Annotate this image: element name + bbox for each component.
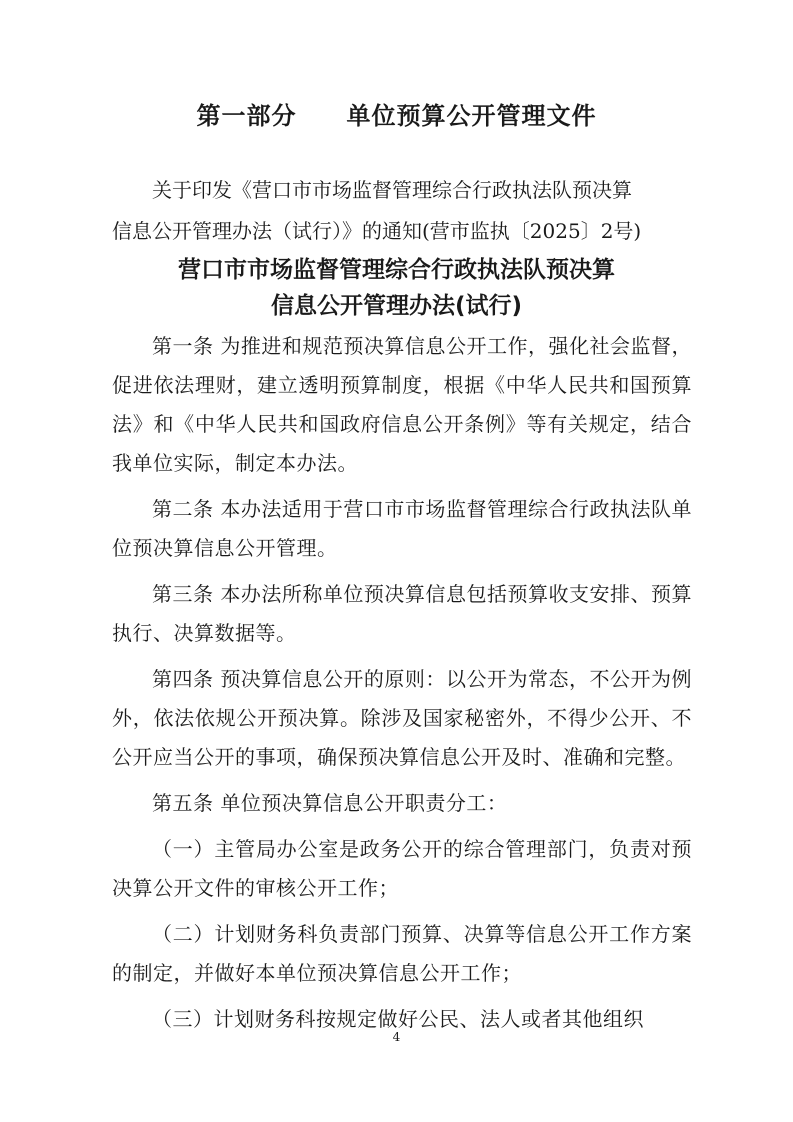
article-5-item-2: （二）计划财务科负责部门预算、决算等信息公开工作方案的制定，并做好本单位预决算信息公开工作； — [112, 922, 692, 985]
document-title-line-2: 信息公开管理办法(试行) — [270, 293, 523, 319]
notice-title — [112, 170, 692, 252]
document-title — [0, 252, 793, 324]
document-title-line-1: 营口市市场监督管理综合行政执法队预决算 — [178, 257, 615, 283]
article-5-item-3: （三）计划财务科按规定做好公民、法人或者其他组织 — [152, 1007, 644, 1031]
article-1-paragraph: 第一条 为推进和规范预决算信息公开工作，强化社会监督，促进依法理财，建立透明预算制度，根据《中华人民共和国预算法》和《中华人民共和国政府信息公开条例》等有关规定，结合我单位实际，制定本办法。 — [112, 334, 692, 475]
article-3-paragraph: 第三条 本办法所称单位预决算信息包括预算收支安排、预算执行、决算数据等。 — [112, 582, 692, 645]
article-2-paragraph: 第二条 本办法适用于营口市市场监督管理综合行政执法队单位预决算信息公开管理。 — [112, 497, 692, 560]
notice-title-line-2: 信息公开管理办法（试行）》的通知(营市监执〔2025〕2号) — [112, 219, 642, 243]
article-5-item-1: （一）主管局办公室是政务公开的综合管理部门，负责对预决算公开文件的审核公开工作； — [112, 837, 692, 900]
document-body — [112, 327, 692, 1046]
page-number: 4 — [392, 1030, 401, 1044]
article-5-paragraph: 第五条 单位预决算信息公开职责分工： — [152, 791, 508, 815]
part-title: 第一部分 单位预算公开管理文件 — [196, 102, 597, 130]
article-4-paragraph: 第四条 预决算信息公开的原则：以公开为常态，不公开为例外，依法依规公开预决算。除涉及国家秘密外，不得少公开、不公开应当公开的事项，确保预决算信息公开及时、准确和完整。 — [112, 667, 692, 769]
notice-title-line-1: 关于印发《营口市市场监督管理综合行政执法队预决算 — [152, 178, 632, 202]
